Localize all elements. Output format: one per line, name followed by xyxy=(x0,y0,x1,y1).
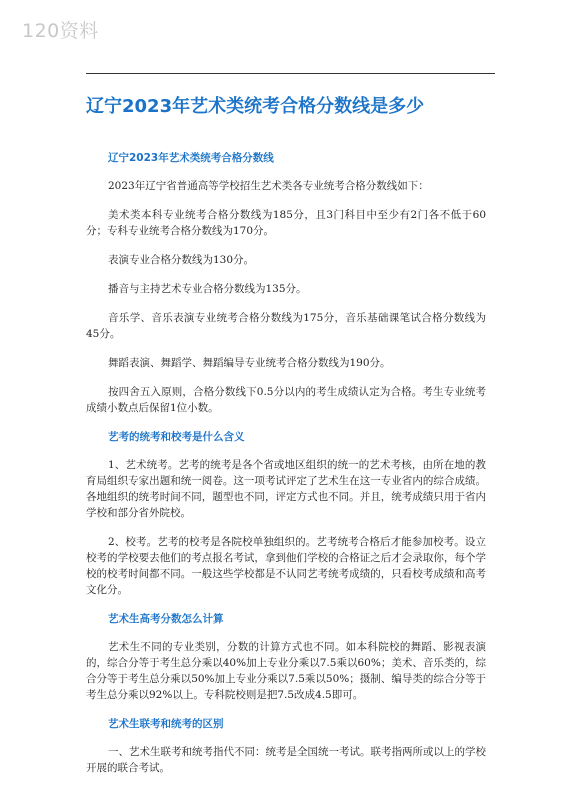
paragraph: 按四舍五入原则，合格分数线下0.5分以内的考生成绩认定为合格。考生专业统考成绩小数点后保留1位小数。 xyxy=(86,386,486,414)
section xyxy=(86,611,486,703)
paragraph: 美术类本科专业统考合格分数线为185分，且3门科目中至少有2门各不低于60分；专科专业统考合格分数线为170分。 xyxy=(86,209,486,237)
paragraph: 音乐学、音乐表演专业统考合格分数线为175分，音乐基础课笔试合格分数线为45分。 xyxy=(86,312,486,340)
article-body xyxy=(86,150,486,789)
paragraph: 表演专业合格分数线为130分。 xyxy=(108,254,255,266)
paragraph: 艺术生不同的专业类别，分数的计算方式也不同。如本科院校的舞蹈、影视表演的，综合分等于考生总分乘以40%加上专业分乘以7.5乘以60%；美术、音乐类的，综合分等于考生总分乘以50%加上专业分乘以7.5乘以50%；摄制、编导类的综合分等于考生总分乘以92%以上。专科院校则是把7.5改成4.5即可。 xyxy=(86,641,486,701)
paragraph: 1、艺术统考。艺考的统考是各个省或地区组织的统一的艺术考核，由所在地的教育局组织专家出题和统一阅卷。这一项考试评定了艺术生在这一专业省内的综合成绩。各地组织的统考时间不同，题型也不同，评定方式也不同。并且，统考成绩只用于省内学校和部分省外院校。 xyxy=(86,459,486,519)
section xyxy=(86,429,486,598)
section-heading: 辽宁2023年艺术类统考合格分数线 xyxy=(108,152,274,164)
paragraph: 播音与主持艺术专业合格分数线为135分。 xyxy=(108,283,307,295)
page-title: 辽宁2023年艺术类统考合格分数线是多少 xyxy=(86,96,425,117)
section-heading: 艺术生联考和统考的区别 xyxy=(108,718,224,730)
section-heading: 艺考的统考和校考是什么含义 xyxy=(108,431,245,443)
paragraph: 2、校考。艺考的校考是各院校单独组织的。艺考统考合格后才能参加校考。设立校考的学校要去他们的考点报名考试，拿到他们学校的合格证之后才会录取你，每个学校的校考时间都不同。一般这些学校都是不认同艺考统考成绩的，只看校考成绩和高考文化分。 xyxy=(86,536,486,596)
paragraph: 2023年辽宁省普通高等学校招生艺术类各专业统考合格分数线如下： xyxy=(108,180,429,192)
paragraph: 舞蹈表演、舞蹈学、舞蹈编导专业统考合格分数线为190分。 xyxy=(108,357,391,369)
section xyxy=(86,150,486,416)
paragraph: 一、艺术生联考和统考指代不同：统考是全国统一考试。联考指两所或以上的学校开展的联合考试。 xyxy=(86,746,486,774)
header-rule xyxy=(86,73,495,74)
section-heading: 艺术生高考分数怎么计算 xyxy=(108,613,224,625)
watermark: 120资料 xyxy=(22,20,99,42)
section xyxy=(86,716,486,776)
